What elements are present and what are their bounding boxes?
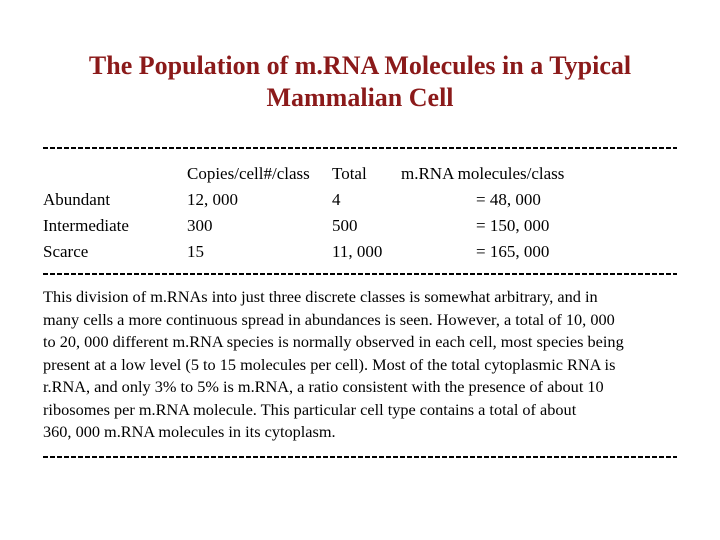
explanatory-paragraph [43, 286, 683, 444]
row-molecules: = 150, 000 [476, 216, 550, 235]
dashed-divider-top [43, 147, 677, 149]
table-header-row [0, 162, 720, 186]
paragraph-line: ribosomes per m.RNA molecule. This particular cell type contains a total of about [43, 399, 577, 419]
header-molecules-per-class: m.RNA molecules/class [401, 164, 565, 183]
dashed-divider-middle [43, 273, 677, 275]
header-copies-per-cell: Copies/cell#/class [187, 164, 310, 183]
row-copies: 15 [187, 242, 204, 261]
paragraph-line: to 20, 000 different m.RNA species is normally observed in each cell, most species being [43, 332, 624, 351]
paragraph-line: many cells a more continuous spread in abundances is seen. However, a total of 10, 000 [43, 309, 615, 329]
slide-title-line-2: Mammalian Cell [266, 83, 454, 112]
row-total: 4 [332, 190, 341, 209]
table-row [0, 188, 720, 212]
dashed-divider-bottom [43, 456, 677, 458]
slide-title [0, 50, 720, 114]
row-category: Intermediate [43, 216, 129, 235]
paragraph-line: This division of m.RNAs into just three discrete classes is somewhat arbitrary, and in [43, 287, 598, 306]
paragraph-line: present at a low level (5 to 15 molecules per cell). Most of the total cytoplasmic RNA is [43, 354, 616, 374]
slide-title-line-1: The Population of m.RNA Molecules in a Typical [88, 51, 632, 80]
paragraph-line: r.RNA, and only 3% to 5% is m.RNA, a ratio consistent with the presence of about 10 [43, 377, 604, 396]
row-copies: 12, 000 [187, 190, 238, 209]
row-total: 500 [332, 216, 358, 235]
paragraph-line: 360, 000 m.RNA molecules in its cytoplasm. [43, 422, 336, 441]
row-category: Abundant [43, 190, 111, 209]
header-total: Total [332, 164, 367, 183]
table-row [0, 214, 720, 238]
row-total: 11, 000 [332, 242, 383, 261]
row-molecules: = 48, 000 [476, 190, 541, 209]
row-copies: 300 [187, 216, 213, 235]
table-row [0, 240, 720, 264]
row-molecules: = 165, 000 [476, 242, 550, 261]
row-category: Scarce [43, 242, 89, 261]
